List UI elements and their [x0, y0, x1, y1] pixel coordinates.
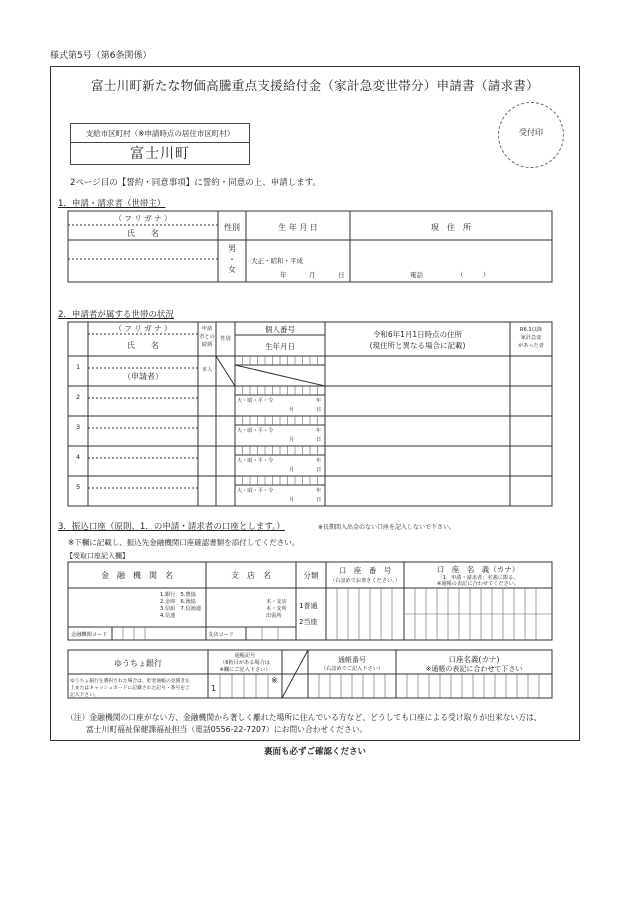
s1-phone-paren[interactable]: （ ） — [457, 271, 490, 279]
section3-sub-note: ※下欄に記載し、振込先金融機関口座確認書類を添付してください。 — [68, 538, 300, 547]
s2-name-header: 氏 名 — [127, 341, 159, 350]
branch-type-3[interactable]: 出張所 — [266, 613, 282, 619]
s2-relation-3: 続柄 — [201, 342, 213, 348]
branch-type-2[interactable]: 本・支所 — [266, 606, 287, 612]
s2-furigana: （ フ リ ガ ナ ） — [114, 324, 172, 333]
s2-applicant-label: （申請者） — [123, 372, 163, 381]
yucho-holder-note: ※通帳の表記に合わせて下さい — [425, 665, 523, 673]
s2-era[interactable]: 大・昭・平・令 — [237, 428, 274, 434]
s2-day: 日 — [316, 437, 322, 443]
s2-address-line1: 令和6年1月1日時点の住所 — [372, 330, 463, 339]
holder-note2: ※通帳の表記に合わせてください。 — [436, 581, 520, 587]
form-title: 富士川町新たな物価高騰重点支援給付金（家計急変世帯分）申請書（請求書） — [90, 78, 539, 93]
s2-year: 年 — [316, 488, 322, 494]
s1-male[interactable]: 男 — [228, 244, 236, 253]
bank-entry-heading: 【受取口座記入欄】 — [66, 552, 129, 560]
account-number-note: （右詰めでお書きください。） — [329, 578, 401, 584]
s2-sudden-line2: 家計急変 — [520, 335, 542, 341]
s2-gender-header: 性別 — [220, 336, 231, 342]
section2-heading: 2．申請者が属する世帯の状況 — [58, 310, 174, 320]
s1-birth-header: 生 年 月 日 — [278, 223, 318, 232]
passbook-symbol-header: 通帳記号 — [234, 653, 256, 659]
branch-name-header: 支 店 名 — [231, 571, 271, 580]
s2-day: 日 — [316, 467, 322, 473]
reception-stamp-label: 受付印 — [519, 128, 543, 137]
s2-self-label: 本人 — [201, 367, 213, 373]
section1-heading: 1．申請・請求者（世帯主） — [58, 199, 166, 209]
s2-sudden-line1: R6.1以降 — [519, 327, 543, 333]
s2-sudden-line3: があった者 — [518, 343, 544, 349]
s1-month: 月 — [309, 271, 316, 279]
municipality-name: 富士川町 — [130, 146, 190, 162]
s1-female[interactable]: 女 — [228, 265, 236, 274]
section3-note: ※長期間入出金のない口座を記入しないで下さい。 — [318, 524, 456, 531]
passbook-symbol-first-digit: 1 — [211, 684, 217, 693]
s2-month: 月 — [289, 467, 295, 473]
branch-code-label: 支店コード — [208, 632, 234, 638]
s2-row-number: 1 — [76, 363, 81, 371]
form-border — [50, 66, 580, 741]
passbook-number-note: （右詰めでご記入下さい） — [320, 666, 384, 672]
back-side-notice: 裏面も必ずご確認ください — [263, 747, 366, 757]
passbook-number-header: 通帳番号 — [338, 656, 366, 664]
s2-month: 月 — [289, 437, 295, 443]
municipality-label: 支給市区町村（※申請時点の居住市区町村） — [70, 124, 250, 143]
account-type-ordinary[interactable]: 1普通 — [299, 602, 318, 610]
yucho-note-line1: ゆうちょ銀行を選択された場合は、貯金通帳の見開き左 — [70, 679, 190, 684]
s2-era[interactable]: 大・昭・平・令 — [237, 488, 274, 494]
s2-day: 日 — [316, 407, 322, 413]
s2-row-number: 3 — [76, 423, 81, 431]
asterisk-mark: ※ — [271, 676, 278, 685]
bank-type-1[interactable]: 1.銀行 5.農協 — [160, 592, 196, 598]
yucho-note-line2: 上またはキャッシュカードに記載された記号・番号をご — [70, 686, 190, 691]
passbook-symbol-note1: （6桁目がある場合は — [220, 660, 270, 666]
s2-day: 日 — [316, 497, 322, 503]
s2-birth-header: 生年月日 — [265, 342, 295, 351]
s1-day: 日 — [338, 271, 345, 279]
s1-gender-header: 性別 — [224, 223, 240, 232]
bank-code-label: 金融機関コード — [71, 632, 108, 638]
s2-row-number: 2 — [76, 393, 81, 401]
yucho-holder-header: 口座名義(カナ) — [448, 655, 500, 664]
footer-note-line1: （注）金融機関の口座がない方、金融機関から著しく離れた場所に住んでいる方など、どうしても口座による受け取りが出来ない方は、 — [66, 713, 542, 722]
bank-type-3[interactable]: 3.信組 7.信漁連 — [160, 606, 202, 612]
s1-year: 年 — [280, 271, 287, 279]
section3-heading: 3．振込口座（原則、1．の申請・請求者の口座とします。） — [58, 522, 285, 532]
s2-year: 年 — [316, 458, 322, 464]
s1-phone: 電話 — [410, 271, 423, 279]
account-holder-header: 口 座 名 義（カナ） — [436, 565, 520, 574]
yucho-label: ゆうちょ銀行 — [114, 659, 162, 668]
passbook-symbol-note2: ※欄にご記入下さい） — [219, 667, 271, 673]
s2-month: 月 — [289, 407, 295, 413]
s2-month: 月 — [289, 497, 295, 503]
yucho-note-line3: 記入下さい。 — [70, 693, 99, 698]
s2-relation-1: 申請 — [201, 326, 213, 332]
s2-mynumber-header: 個人番号 — [265, 325, 295, 334]
bank-type-2[interactable]: 2.金庫 6.漁協 — [160, 599, 196, 605]
form-code: 様式第5号（第6条関係） — [50, 51, 152, 61]
s2-row-number: 5 — [76, 483, 81, 491]
s2-year: 年 — [316, 398, 322, 404]
s1-dot: ・ — [228, 255, 236, 264]
s2-era[interactable]: 大・昭・平・令 — [237, 398, 274, 404]
s2-address-line2: (現住所と異なる場合に記載) — [369, 341, 466, 350]
bank-name-header: 金 融 機 関 名 — [101, 571, 173, 580]
branch-type-1[interactable]: 本・支店 — [266, 599, 287, 605]
s2-row-number: 4 — [76, 453, 81, 461]
account-number-header: 口 座 番 号 — [338, 566, 392, 575]
s1-name-header: 氏 名 — [127, 229, 159, 238]
s2-era[interactable]: 大・昭・平・令 — [237, 458, 274, 464]
s1-era[interactable]: 大正・昭和・平成 — [251, 257, 303, 265]
classification-header: 分類 — [303, 571, 319, 580]
s1-address-header: 現 住 所 — [431, 223, 471, 232]
s1-furigana: （ フ リ ガ ナ ） — [114, 214, 172, 223]
s2-relation-2: 者との — [199, 334, 215, 340]
footer-note-line2: 富士川町福祉保健課福祉担当（電話0556-22-7207）にお問い合わせください。 — [86, 725, 368, 734]
bank-type-4[interactable]: 4.信連 — [160, 613, 176, 619]
s2-year: 年 — [316, 428, 322, 434]
account-type-current[interactable]: 2当座 — [299, 618, 318, 626]
holder-note1: 「1．申請・請求者」名義に限る。 — [437, 575, 519, 581]
consent-notice: 2ページ目の【誓約・同意事項】に誓約・同意の上、申請します。 — [70, 178, 322, 188]
